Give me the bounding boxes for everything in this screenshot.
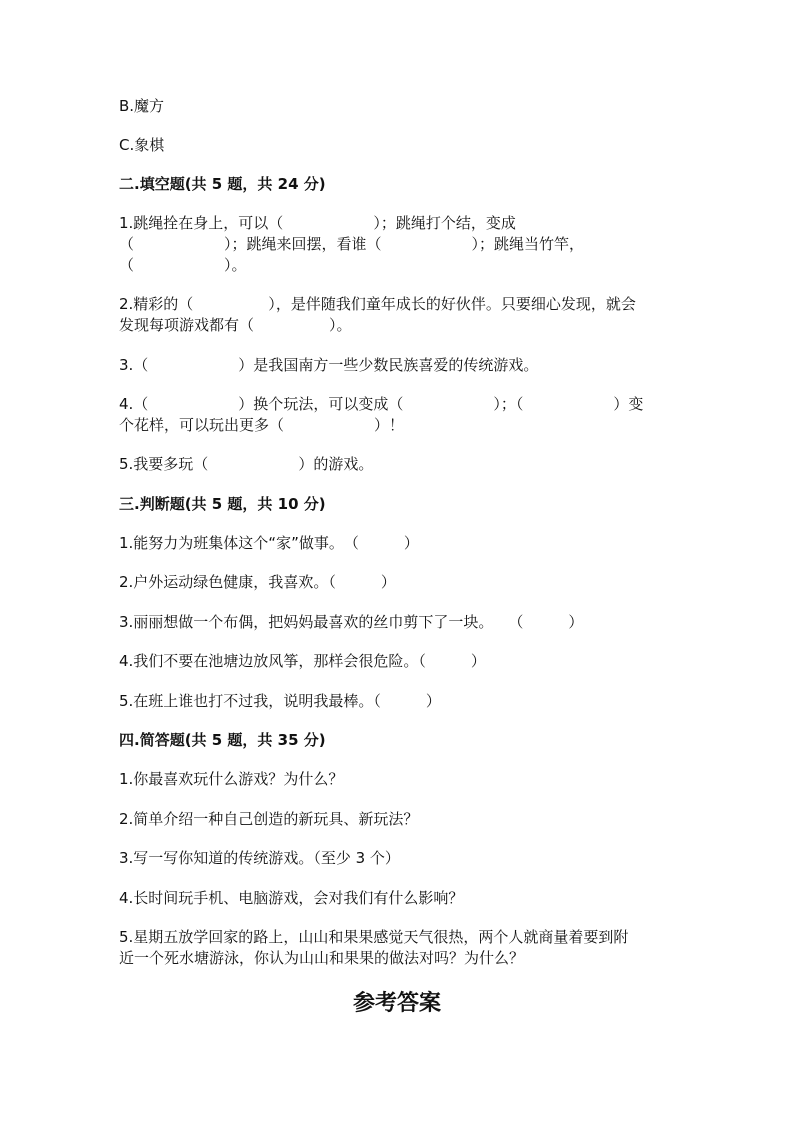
section-true-false-title: 三.判断题(共 5 题，共 10 分)	[119, 495, 326, 513]
fill-q3: 3.（ ）是我国南方一些少数民族喜爱的传统游戏。	[119, 356, 539, 374]
judge-q3: 3.丽丽想做一个布偶，把妈妈最喜欢的丝巾剪下了一块。 （ ）	[119, 613, 584, 631]
option-c: C.象棋	[119, 136, 165, 154]
short-q3: 3.写一写你知道的传统游戏。（至少 3 个）	[119, 849, 400, 867]
judge-q2: 2.户外运动绿色健康，我喜欢。（ ）	[119, 573, 396, 591]
section-short-answer-title: 四.简答题(共 5 题，共 35 分)	[119, 731, 326, 749]
section-fill-blank-title: 二.填空题(共 5 题，共 24 分)	[119, 175, 326, 193]
option-b: B.魔方	[119, 97, 165, 115]
judge-q1: 1.能努力为班集体这个“家”做事。 （ ）	[119, 534, 419, 552]
short-q4: 4.长时间玩手机、电脑游戏，会对我们有什么影响？	[119, 889, 464, 907]
judge-q4: 4.我们不要在池塘边放风筝，那样会很危险。（ ）	[119, 652, 486, 670]
fill-q2-line2: 发现每项游戏都有（ ）。	[119, 316, 352, 334]
judge-q5: 5.在班上谁也打不过我，说明我最棒。（ ）	[119, 692, 441, 710]
short-q2: 2.简单介绍一种自己创造的新玩具、新玩法？	[119, 810, 419, 828]
reference-answers-title: 参考答案	[352, 990, 441, 1016]
fill-q4-line1: 4.（ ）换个玩法，可以变成（ ）；（ ）变	[119, 395, 644, 413]
short-q5-line2: 近一个死水塘游泳，你认为山山和果果的做法对吗？为什么？	[119, 949, 525, 967]
fill-q5: 5.我要多玩（ ）的游戏。	[119, 455, 374, 473]
fill-q1-line1: 1.跳绳拴在身上，可以（ ）；跳绳打个结，变成	[119, 214, 516, 232]
fill-q1-line2: （ ）；跳绳来回摆，看谁（ ）；跳绳当竹竿，	[119, 235, 585, 253]
short-q1: 1.你最喜欢玩什么游戏？为什么？	[119, 770, 344, 788]
short-q5-line1: 5.星期五放学回家的路上，山山和果果感觉天气很热，两个人就商量着要到附	[119, 928, 629, 946]
fill-q2-line1: 2.精彩的（ ），是伴随我们童年成长的好伙伴。只要细心发现，就会	[119, 295, 636, 313]
fill-q1-line3: （ ）。	[119, 256, 247, 274]
fill-q4-line2: 个花样，可以玩出更多（ ）！	[119, 416, 405, 434]
